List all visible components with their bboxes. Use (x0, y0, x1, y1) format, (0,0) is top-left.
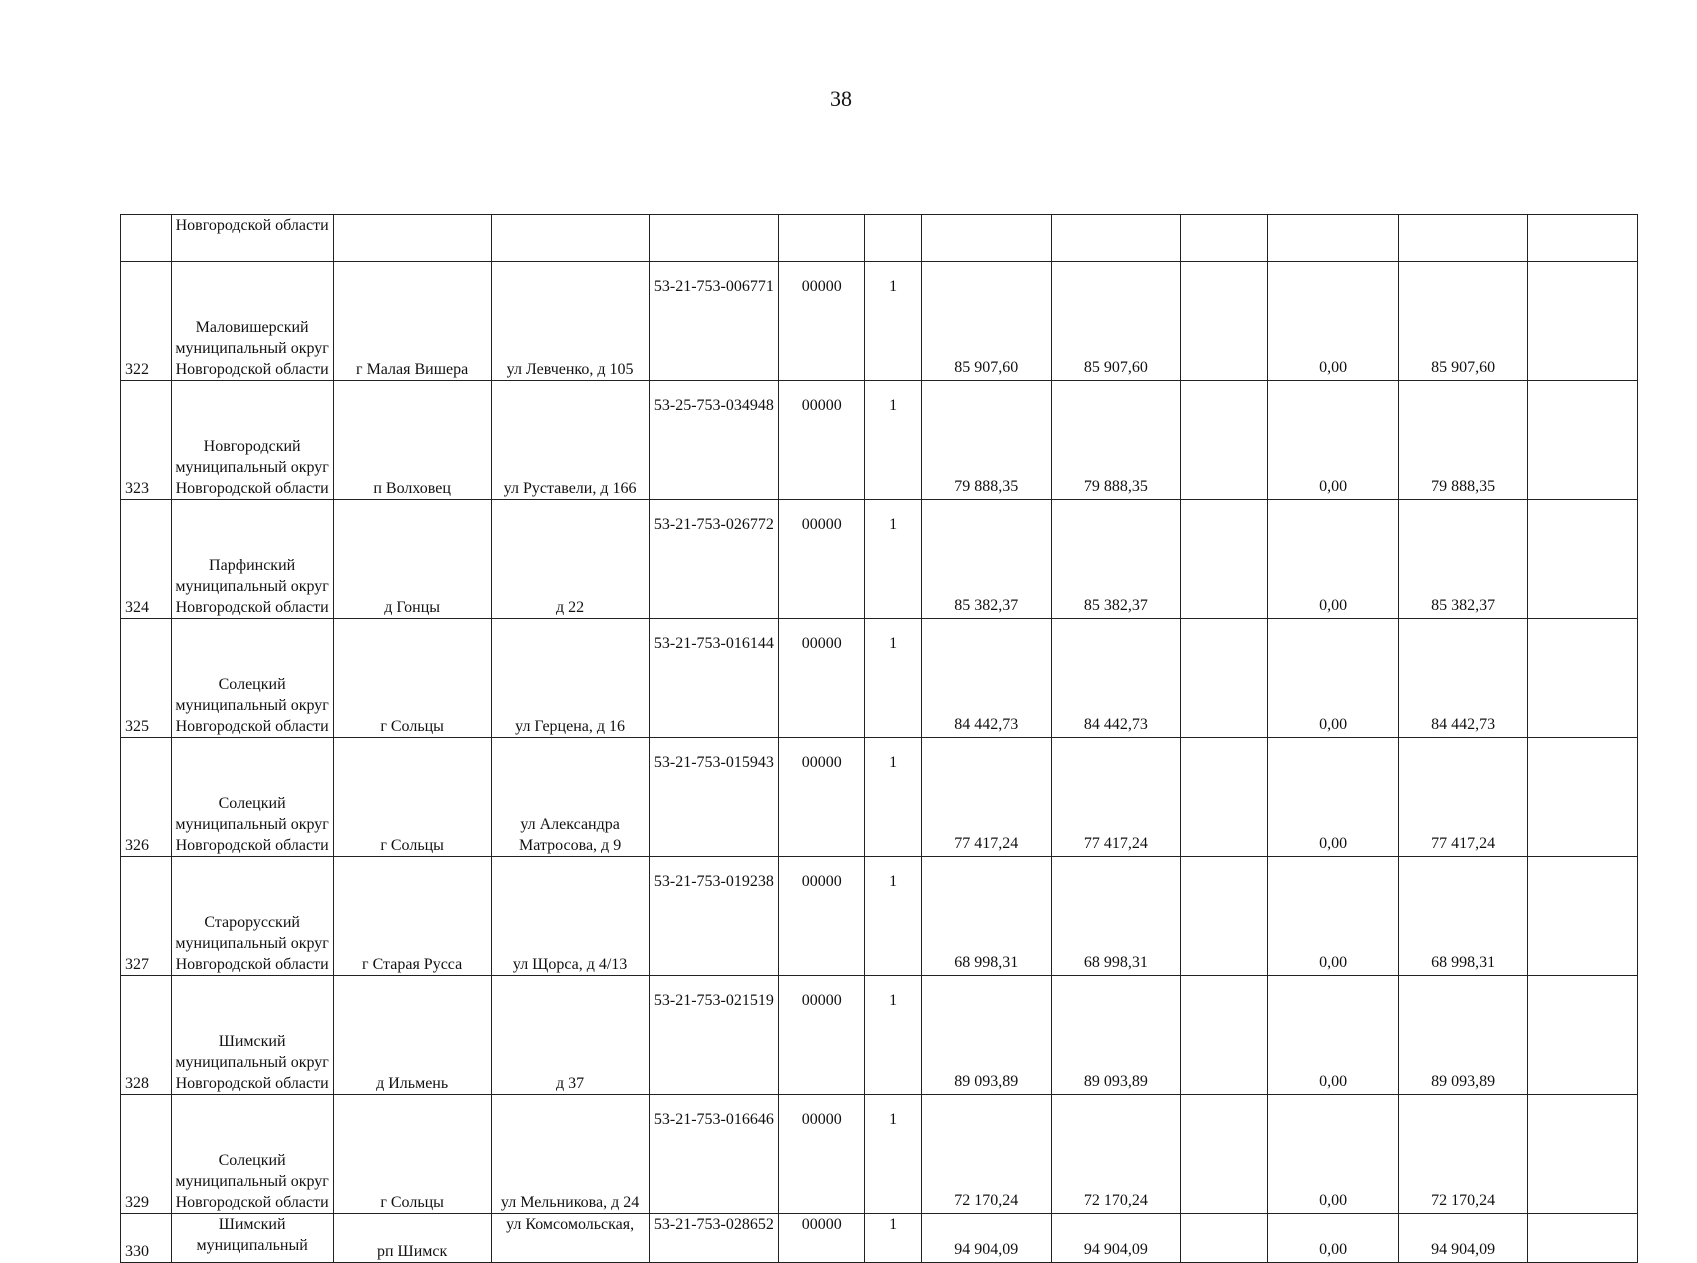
cell-municipality: Новгородской области (171, 215, 333, 262)
cell-v1: 72 170,24 (921, 1095, 1051, 1214)
cell-v4: 0,00 (1268, 857, 1399, 976)
cell-v2: 89 093,89 (1051, 976, 1181, 1095)
cell-c5: 00000 (779, 500, 865, 619)
cell-address: ул Мельникова, д 24 (491, 1095, 649, 1214)
cell-municipality: Парфинский муниципальный округ Новгородской области (171, 500, 333, 619)
cell-v3 (1181, 857, 1268, 976)
cell-v2: 85 907,60 (1051, 262, 1181, 381)
cell-c6: 1 (865, 500, 922, 619)
cell-number: 323 (121, 381, 172, 500)
cell-v4: 0,00 (1268, 381, 1399, 500)
cell-v5: 72 170,24 (1398, 1095, 1528, 1214)
cell-c6: 1 (865, 619, 922, 738)
cell-v5 (1398, 215, 1528, 262)
cell-number: 327 (121, 857, 172, 976)
cell-v3 (1181, 1095, 1268, 1214)
cell-v6 (1528, 738, 1638, 857)
cell-c5: 00000 (779, 857, 865, 976)
cell-code: 53-21-753-016144 (649, 619, 779, 738)
table-row (121, 1095, 1638, 1214)
cell-municipality: Новгородский муниципальный округ Новгородской области (171, 381, 333, 500)
cell-v1: 85 907,60 (921, 262, 1051, 381)
cell-c6: 1 (865, 857, 922, 976)
cell-code: 53-21-753-028652 (649, 1214, 779, 1263)
cell-c6: 1 (865, 976, 922, 1095)
cell-v3 (1181, 262, 1268, 381)
cell-locality: д Гонцы (333, 500, 491, 619)
cell-v6 (1528, 381, 1638, 500)
cell-c6: 1 (865, 262, 922, 381)
cell-number: 326 (121, 738, 172, 857)
cell-number: 330 (121, 1214, 172, 1263)
cell-c6: 1 (865, 738, 922, 857)
cell-number: 322 (121, 262, 172, 381)
cell-code: 53-21-753-026772 (649, 500, 779, 619)
cell-c5: 00000 (779, 1214, 865, 1263)
cell-v2 (1051, 215, 1181, 262)
cell-v4: 0,00 (1268, 262, 1399, 381)
cell-address: ул Щорса, д 4/13 (491, 857, 649, 976)
cell-v6 (1528, 500, 1638, 619)
cell-v3 (1181, 738, 1268, 857)
cell-v6 (1528, 215, 1638, 262)
cell-v3 (1181, 215, 1268, 262)
cell-address: ул Левченко, д 105 (491, 262, 649, 381)
table-row (121, 1214, 1638, 1263)
cell-v2: 94 904,09 (1051, 1214, 1181, 1263)
cell-v1: 85 382,37 (921, 500, 1051, 619)
cell-v1: 94 904,09 (921, 1214, 1051, 1263)
cell-v2: 72 170,24 (1051, 1095, 1181, 1214)
cell-v5: 85 907,60 (1398, 262, 1528, 381)
cell-v6 (1528, 976, 1638, 1095)
cell-municipality: Солецкий муниципальный округ Новгородской области (171, 619, 333, 738)
cell-v3 (1181, 976, 1268, 1095)
cell-c5 (779, 215, 865, 262)
cell-v4: 0,00 (1268, 619, 1399, 738)
cell-v3 (1181, 500, 1268, 619)
cell-v1: 77 417,24 (921, 738, 1051, 857)
cell-v5: 94 904,09 (1398, 1214, 1528, 1263)
cell-code: 53-21-753-016646 (649, 1095, 779, 1214)
cell-v5: 77 417,24 (1398, 738, 1528, 857)
cell-code: 53-21-753-006771 (649, 262, 779, 381)
cell-v2: 85 382,37 (1051, 500, 1181, 619)
cell-locality: г Малая Вишера (333, 262, 491, 381)
cell-c5: 00000 (779, 1095, 865, 1214)
cell-v4: 0,00 (1268, 976, 1399, 1095)
cell-locality (333, 215, 491, 262)
cell-v5: 84 442,73 (1398, 619, 1528, 738)
cell-code: 53-25-753-034948 (649, 381, 779, 500)
cell-c6: 1 (865, 381, 922, 500)
cell-address: ул Герцена, д 16 (491, 619, 649, 738)
cell-v1 (921, 215, 1051, 262)
cell-municipality: Солецкий муниципальный округ Новгородской области (171, 738, 333, 857)
cell-c6: 1 (865, 1095, 922, 1214)
cell-v6 (1528, 619, 1638, 738)
cell-v6 (1528, 1214, 1638, 1263)
cell-locality: г Старая Русса (333, 857, 491, 976)
page-number: 38 (830, 86, 852, 111)
cell-municipality: Шимский муниципальный (171, 1214, 333, 1263)
cell-v3 (1181, 619, 1268, 738)
cell-address (491, 215, 649, 262)
cell-locality: г Сольцы (333, 738, 491, 857)
cell-address: ул Комсомольская, (491, 1214, 649, 1263)
cell-v5: 85 382,37 (1398, 500, 1528, 619)
cell-number (121, 215, 172, 262)
cell-c5: 00000 (779, 738, 865, 857)
cell-c6: 1 (865, 1214, 922, 1263)
cell-v1: 68 998,31 (921, 857, 1051, 976)
table-row (121, 738, 1638, 857)
cell-c6 (865, 215, 922, 262)
cell-municipality: Солецкий муниципальный округ Новгородской области (171, 1095, 333, 1214)
cell-v4 (1268, 215, 1399, 262)
cell-v5: 79 888,35 (1398, 381, 1528, 500)
cell-v1: 84 442,73 (921, 619, 1051, 738)
cell-locality: д Ильмень (333, 976, 491, 1095)
cell-municipality: Маловишерский муниципальный округ Новгородской области (171, 262, 333, 381)
cell-v5: 68 998,31 (1398, 857, 1528, 976)
table-row (121, 381, 1638, 500)
cell-v4: 0,00 (1268, 1095, 1399, 1214)
table-row-continuation (121, 215, 1638, 262)
cell-v2: 79 888,35 (1051, 381, 1181, 500)
cell-number: 329 (121, 1095, 172, 1214)
table-row (121, 262, 1638, 381)
cell-v1: 79 888,35 (921, 381, 1051, 500)
cell-address: ул Александра Матросова, д 9 (491, 738, 649, 857)
cell-municipality: Старорусский муниципальный округ Новгородской области (171, 857, 333, 976)
cell-v3 (1181, 381, 1268, 500)
cell-v2: 77 417,24 (1051, 738, 1181, 857)
table-row (121, 500, 1638, 619)
cell-locality: рп Шимск (333, 1214, 491, 1263)
cell-v4: 0,00 (1268, 738, 1399, 857)
cell-v6 (1528, 262, 1638, 381)
cell-number: 328 (121, 976, 172, 1095)
table-row (121, 976, 1638, 1095)
cell-v2: 68 998,31 (1051, 857, 1181, 976)
cell-v5: 89 093,89 (1398, 976, 1528, 1095)
cell-v2: 84 442,73 (1051, 619, 1181, 738)
cell-locality: г Сольцы (333, 1095, 491, 1214)
cell-code (649, 215, 779, 262)
cell-v3 (1181, 1214, 1268, 1263)
cell-number: 324 (121, 500, 172, 619)
cell-c5: 00000 (779, 262, 865, 381)
cell-v4: 0,00 (1268, 500, 1399, 619)
cell-v6 (1528, 1095, 1638, 1214)
cell-locality: г Сольцы (333, 619, 491, 738)
cell-code: 53-21-753-021519 (649, 976, 779, 1095)
cell-municipality: Шимский муниципальный округ Новгородской области (171, 976, 333, 1095)
cell-locality: п Волховец (333, 381, 491, 500)
cell-c5: 00000 (779, 976, 865, 1095)
cell-v1: 89 093,89 (921, 976, 1051, 1095)
cell-number: 325 (121, 619, 172, 738)
table-row (121, 619, 1638, 738)
cell-address: д 22 (491, 500, 649, 619)
cell-c5: 00000 (779, 381, 865, 500)
cell-code: 53-21-753-015943 (649, 738, 779, 857)
cell-v6 (1528, 857, 1638, 976)
cell-address: д 37 (491, 976, 649, 1095)
cell-code: 53-21-753-019238 (649, 857, 779, 976)
register-table (120, 214, 1638, 1263)
table-row (121, 857, 1638, 976)
cell-c5: 00000 (779, 619, 865, 738)
cell-address: ул Руставели, д 166 (491, 381, 649, 500)
cell-v4: 0,00 (1268, 1214, 1399, 1263)
